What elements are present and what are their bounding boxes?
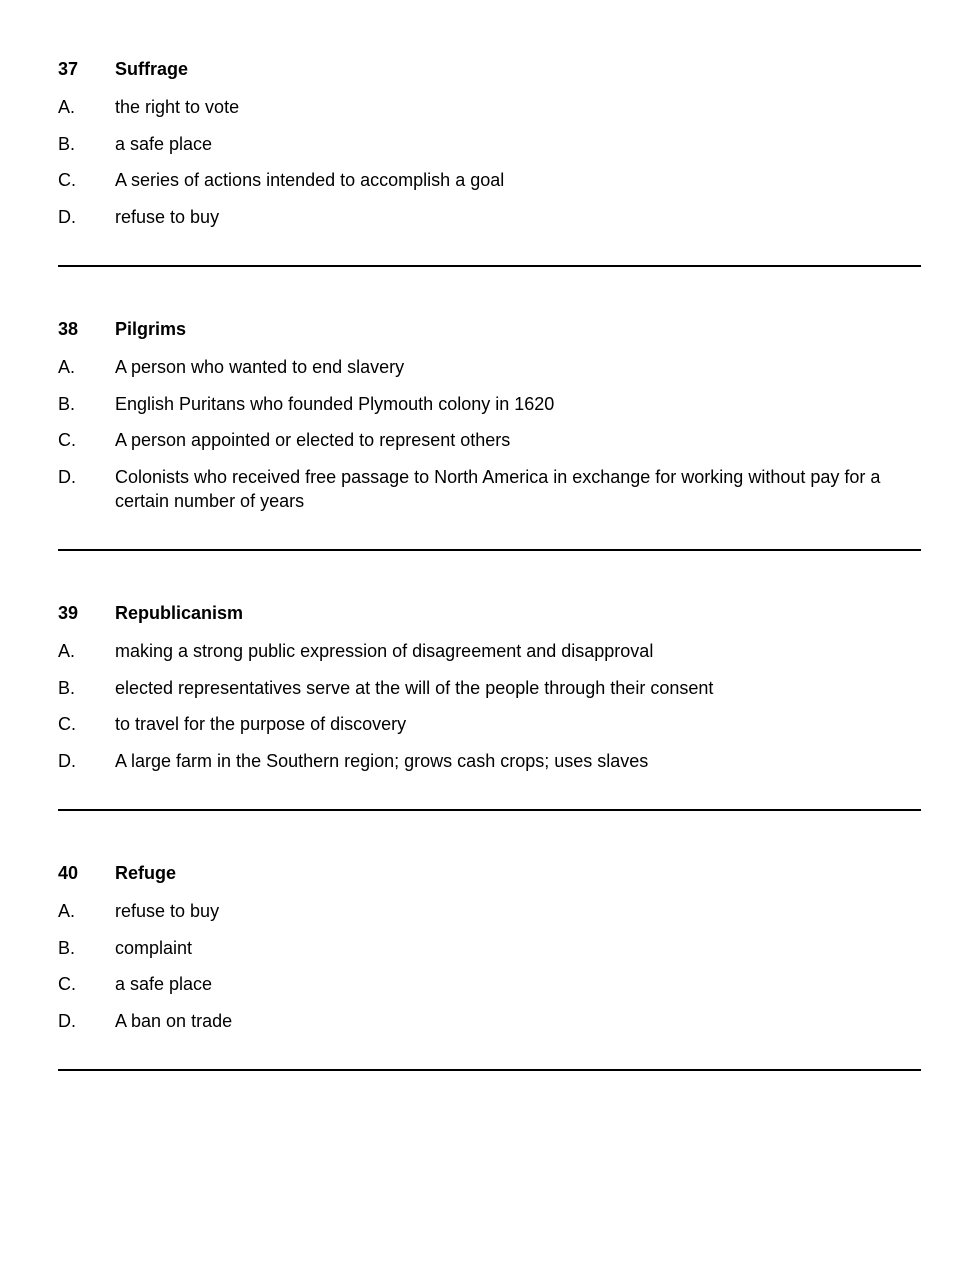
question-38	[58, 318, 921, 525]
option-text: refuse to buy	[115, 901, 220, 921]
section-divider	[58, 549, 921, 551]
option-letter: A.	[58, 97, 76, 117]
option-text: a safe place	[115, 133, 213, 154]
section-divider	[58, 1069, 921, 1071]
option-c[interactable]	[58, 168, 921, 192]
option-text: complaint	[115, 937, 193, 958]
question-term: Republicanism	[115, 603, 244, 623]
option-b[interactable]	[58, 392, 921, 416]
option-b[interactable]	[58, 676, 921, 700]
question-header	[58, 58, 921, 95]
option-letter: B.	[58, 133, 76, 154]
option-letter: C.	[58, 170, 76, 190]
option-text: A ban on trade	[115, 1010, 233, 1031]
option-letter: D.	[58, 1010, 76, 1031]
option-text: elected representatives serve at the will of the people through their consent	[115, 677, 714, 698]
question-37	[58, 58, 921, 241]
option-text: to travel for the purpose of discovery	[115, 714, 407, 734]
question-term: Refuge	[115, 863, 177, 883]
option-d[interactable]	[58, 205, 921, 229]
option-letter: D.	[58, 206, 76, 227]
question-header	[58, 602, 921, 639]
option-text: Colonists who received free passage to North America in exchange for working without pay for a certain number of years	[115, 466, 881, 511]
question-number: 40	[58, 863, 79, 883]
option-letter: A.	[58, 641, 76, 661]
option-letter: C.	[58, 974, 76, 994]
option-b[interactable]	[58, 936, 921, 960]
option-letter: C.	[58, 714, 76, 734]
option-text: A person who wanted to end slavery	[115, 357, 405, 377]
option-b[interactable]	[58, 132, 921, 156]
option-letter: A.	[58, 901, 76, 921]
option-letter: D.	[58, 750, 76, 771]
option-c[interactable]	[58, 972, 921, 996]
question-40	[58, 862, 921, 1045]
option-d[interactable]	[58, 749, 921, 773]
option-text: making a strong public expression of disagreement and disapproval	[115, 641, 654, 661]
option-text: English Puritans who founded Plymouth colony in 1620	[115, 393, 555, 414]
option-letter: B.	[58, 393, 76, 414]
question-term: Pilgrims	[115, 319, 187, 339]
option-text: A series of actions intended to accomplish a goal	[115, 170, 505, 190]
option-text: refuse to buy	[115, 206, 220, 227]
section-divider	[58, 265, 921, 267]
section-divider	[58, 809, 921, 811]
option-text: the right to vote	[115, 97, 240, 117]
option-c[interactable]	[58, 428, 921, 452]
option-a[interactable]	[58, 355, 921, 379]
option-letter: D.	[58, 466, 76, 487]
question-number: 38	[58, 319, 79, 339]
question-header	[58, 862, 921, 899]
option-a[interactable]	[58, 899, 921, 923]
question-term: Suffrage	[115, 59, 189, 79]
question-number: 37	[58, 59, 79, 79]
option-text: a safe place	[115, 974, 213, 994]
question-39	[58, 602, 921, 785]
option-d[interactable]	[58, 465, 921, 513]
option-text: A large farm in the Southern region; grows cash crops; uses slaves	[115, 750, 649, 771]
option-letter: C.	[58, 430, 76, 450]
option-text: A person appointed or elected to represent others	[115, 430, 511, 450]
question-number: 39	[58, 603, 79, 623]
option-d[interactable]	[58, 1009, 921, 1033]
option-letter: B.	[58, 677, 76, 698]
question-header	[58, 318, 921, 355]
option-a[interactable]	[58, 639, 921, 663]
option-a[interactable]	[58, 95, 921, 119]
option-letter: A.	[58, 357, 76, 377]
option-c[interactable]	[58, 712, 921, 736]
option-letter: B.	[58, 937, 76, 958]
